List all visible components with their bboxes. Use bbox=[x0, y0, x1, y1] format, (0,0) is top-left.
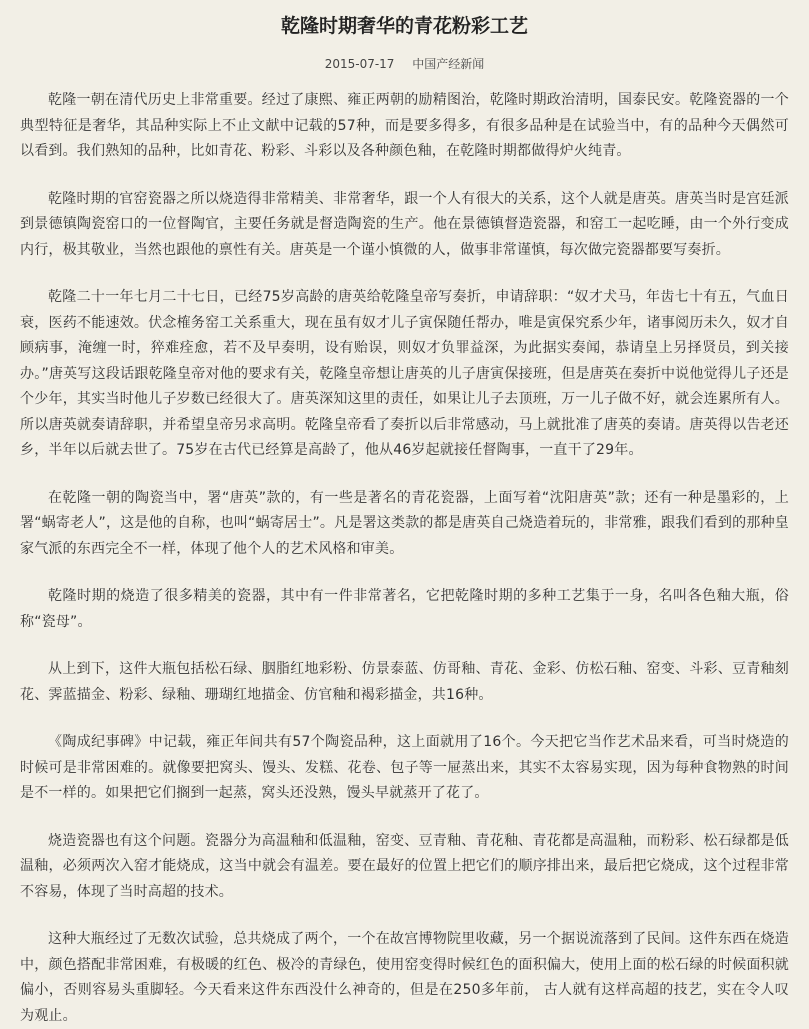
paragraph-4: 在乾隆一朝的陶瓷当中，署“唐英”款的，有一些是著名的青花瓷器，上面写着“沈阳唐英”款；还有一种是墨彩的，上署“蜗寄老人”，这是他的自称，也叫“蜗寄居士”。凡是署这类款的都是唐英自己烧造着玩的，非常雅，跟我们看到的那种皇家气派的东西完全不一样，体现了他个人的艺术风格和审美。 bbox=[20, 489, 789, 557]
publish-date: 2015-07-17 bbox=[324, 57, 395, 71]
paragraph-7: 《陶成纪事碑》中记载，雍正年间共有57个陶瓷品种，这上面就用了16个。今天把它当作艺术品来看，可当时烧造的时候可是非常困难的。就像要把窝头、馒头、发糕、花卷、包子等一屉蒸出来，其实不太容易实现，因为每种食物熟的时间是不一样的。如果把它们搁到一起蒸，窝头还没熟，馒头早就蒸开了花了。 bbox=[20, 734, 789, 801]
source-name: 中国产经新闻 bbox=[412, 57, 485, 71]
paragraph-5: 乾隆时期的烧造了很多精美的瓷器，其中有一件非常著名，它把乾隆时期的多种工艺集于一身，名叫各色釉大瓶，俗称“瓷母”。 bbox=[20, 588, 789, 630]
article-title: 乾隆时期奢华的青花粉彩工艺 bbox=[280, 15, 528, 37]
paragraph-1: 乾隆一朝在清代历史上非常重要。经过了康熙、雍正两朝的励精图治，乾隆时期政治清明，国泰民安。乾隆瓷器的一个典型特征是奢华，其品种实际上不止文献中记载的57种，而是要多得多，有很多品种是在试验当中，有的品种今天偶然可以看到。我们熟知的品种，比如青花、粉彩、斗彩以及各种颜色釉，在乾隆时期都做得炉火纯青。 bbox=[20, 92, 789, 159]
paragraph-9: 这种大瓶经过了无数次试验，总共烧成了两个，一个在故宫博物院里收藏，另一个据说流落到了民间。这件东西在烧造中，颜色搭配非常困难，有极暖的红色、极冷的青绿色，使用窑变得时候红色的面积偏大，使用上面的松石绿的时候面积就偏小，否则容易头重脚轻。今天看来这件东西没什么神奇的，但是在250多年前， 古人就有这样高超的技艺，实在令人叹为观止。 bbox=[20, 931, 789, 1024]
paragraph-2: 乾隆时期的官窑瓷器之所以烧造得非常精美、非常奢华，跟一个人有很大的关系，这个人就是唐英。唐英当时是宫廷派到景德镇陶瓷窑口的一位督陶官，主要任务就是督造陶瓷的生产。他在景德镇督造瓷器，和窑工一起吃睡，由一个外行变成内行，极其敬业，当然也跟他的禀性有关。唐英是一个谨小慎微的人，做事非常谨慎，每次做完瓷器都要写奏折。 bbox=[20, 190, 789, 258]
paragraph-6: 从上到下，这件大瓶包括松石绿、胭脂红地彩粉、仿景泰蓝、仿哥釉、青花、金彩、仿松石釉、窑变、斗彩、豆青釉刻花、霁蓝描金、粉彩、绿釉、珊瑚红地描金、仿官釉和褐彩描金，共16种。 bbox=[20, 661, 789, 703]
paragraph-3: 乾隆二十一年七月二十七日，已经75岁高龄的唐英给乾隆皇帝写奏折，申请辞职：“奴才犬马，年齿七十有五，气血日衰，医药不能速效。伏念榷务窑工关系重大，现在虽有奴才儿子寅保随任帮办，唯是寅保究系少年，诸事阅历未久，奴才自顾病事，淹缠一时，猝难痊愈，若不及早奏明，设有贻误，则奴才负罪益深，为此据实奏闻，恭请皇上另择贤员，到关接办。”唐英写这段话跟乾隆皇帝对他的要求有关，乾隆皇帝想让唐英的儿子唐寅保接班，但是唐英在奏折中说他觉得儿子还是个少年，其实当时他儿子岁数已经很大了。唐英深知这里的责任，如果让儿子去顶班，万一儿子做不好，就会连累所有人。所以唐英就奏请辞职，并希望皇帝另求高明。乾隆皇帝看了奏折以后非常感动，马上就批准了唐英的奏请。唐英得以告老还乡，半年以后就去世了。75岁在古代已经算是高龄了，他从46岁起就接任督陶事，一直干了29年。 bbox=[20, 289, 789, 458]
article-body bbox=[20, 88, 789, 1029]
article-meta bbox=[20, 50, 789, 78]
paragraph-8: 烧造瓷器也有这个问题。瓷器分为高温釉和低温釉，窑变、豆青釉、青花釉、青花都是高温釉，而粉彩、松石绿都是低温釉，必须两次入窑才能烧成，这当中就会有温差。要在最好的位置上把它们的顺序排出来，最后把它烧成，这个过程非常不容易，体现了当时高超的技术。 bbox=[20, 832, 789, 900]
